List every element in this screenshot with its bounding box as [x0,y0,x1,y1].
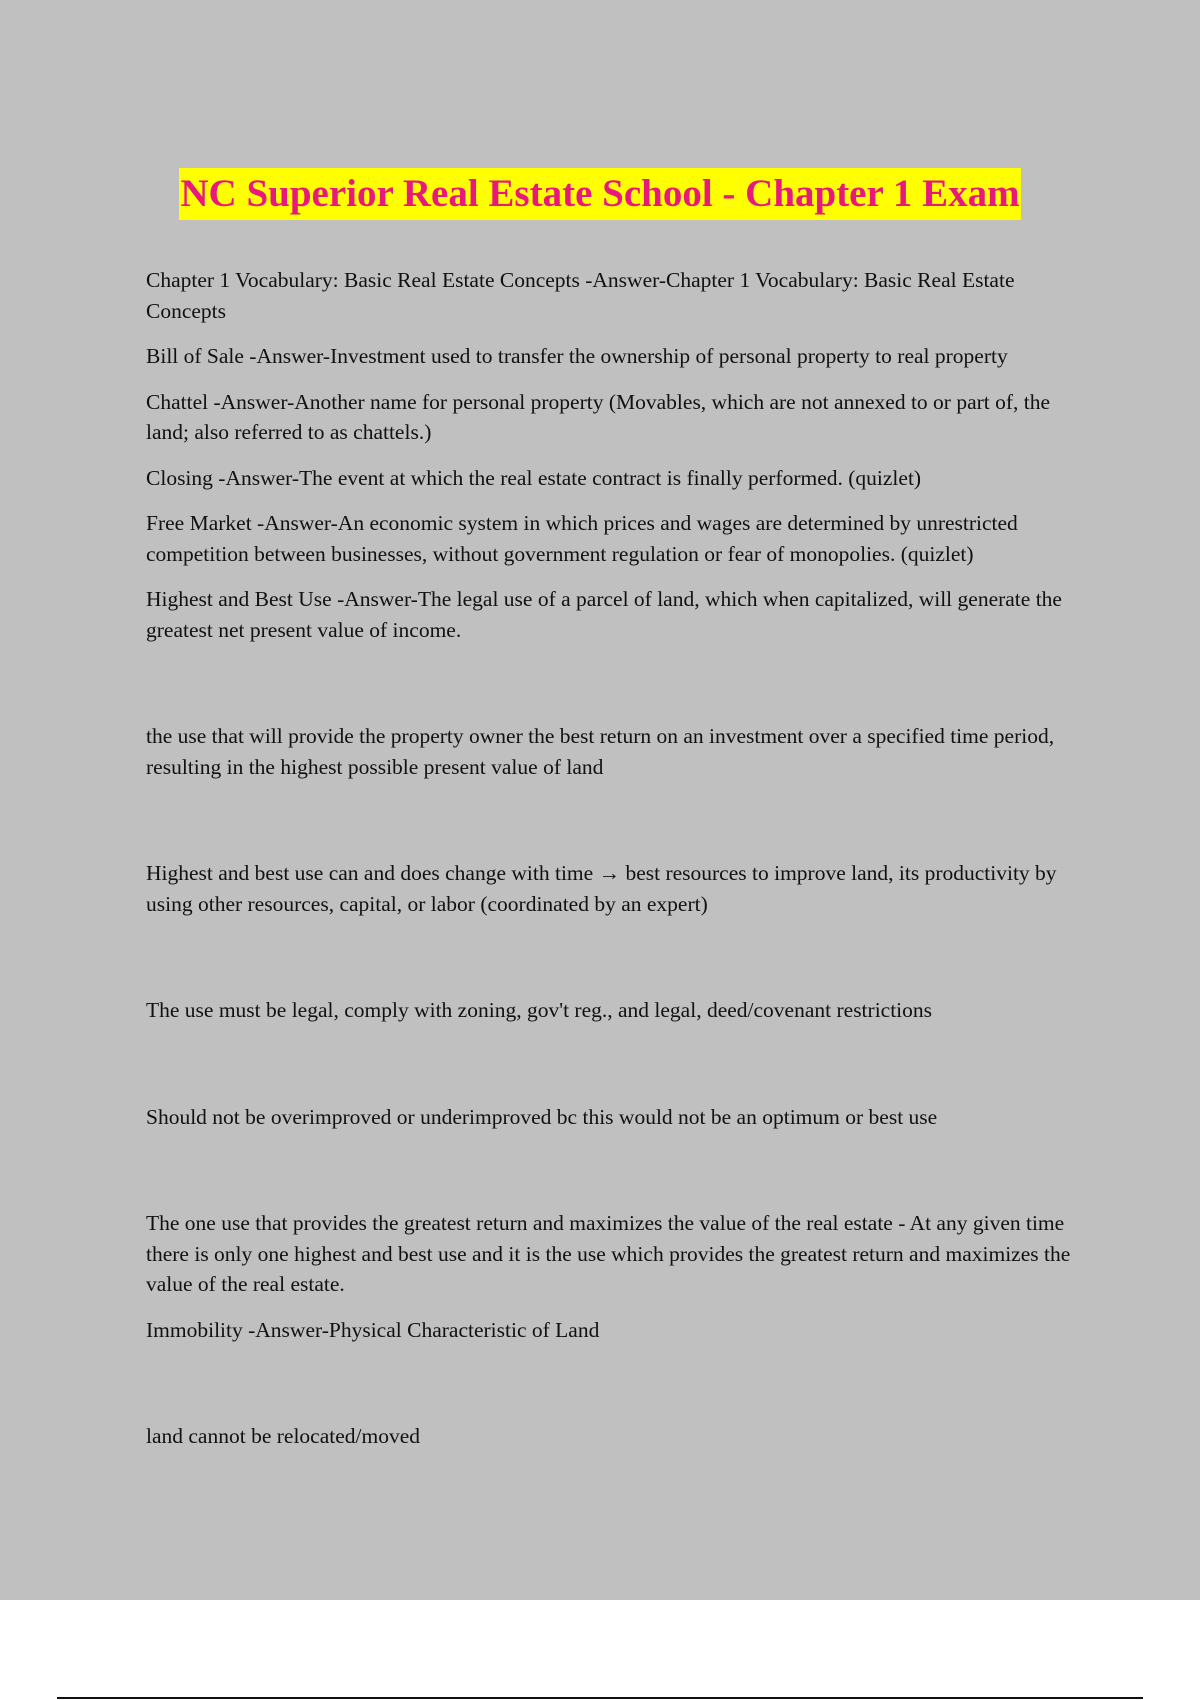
footer-divider [57,1697,1143,1699]
title-container [0,168,1200,220]
paragraph-highest-best-use: Highest and Best Use -Answer-The legal use of a parcel of land, which when capitalized, will generate the greatest net present value of income. [146,587,1062,642]
paragraph-land-cannot-move: land cannot be relocated/moved [146,1424,421,1448]
document-body [146,265,1076,1467]
paragraph-one-use: The one use that provides the greatest return and maximizes the value of the real estate - At any given time there is only one highest and best use and it is the use which provides the greatest return and maximizes the value of the real estate. [146,1211,1071,1296]
paragraph-bill-of-sale: Bill of Sale -Answer-Investment used to transfer the ownership of personal property to real property [146,344,1008,368]
paragraph-free-market: Free Market -Answer-An economic system in which prices and wages are determined by unrestricted competition between businesses, without government regulation or fear of monopolies. (quizlet) [146,511,1018,566]
paragraph-legal-use: The use must be legal, comply with zoning, gov't reg., and legal, deed/covenant restrictions [146,998,933,1022]
paragraph-closing: Closing -Answer-The event at which the real estate contract is finally performed. (quizlet) [146,465,922,490]
paragraph-chapter-vocabulary: Chapter 1 Vocabulary: Basic Real Estate Concepts -Answer-Chapter 1 Vocabulary: Basic Real Estate Concepts [146,268,1015,323]
paragraph-best-return: the use that will provide the property owner the best return on an investment over a specified time period, resulting in the highest possible present value of land [146,724,1055,779]
document-title: NC Superior Real Estate School - Chapter 1 Exam [179,168,1020,220]
paragraph-change-with-time: Highest and best use can and does change with time → best resources to improve land, its productivity by using other resources, capital, or labor (coordinated by an expert) [146,861,1057,916]
paragraph-chattel: Chattel -Answer-Another name for personal property (Movables, which are not annexed to or part of, the land; also referred to as chattels.) [146,389,1051,444]
paragraph-overimproved: Should not be overimproved or underimproved bc this would not be an optimum or best use [146,1104,938,1129]
paragraph-immobility: Immobility -Answer-Physical Characteristic of Land [146,1317,600,1342]
